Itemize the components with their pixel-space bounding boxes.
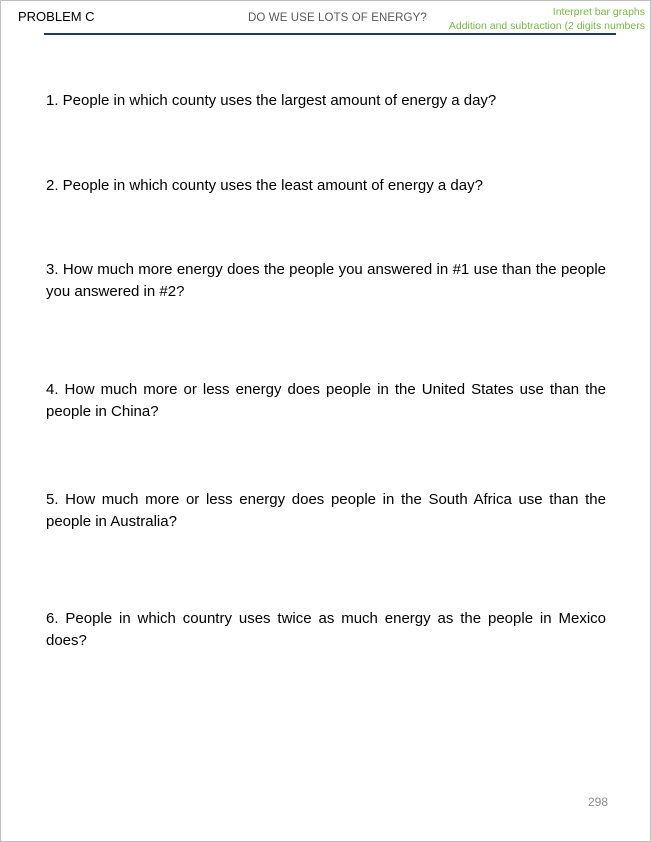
skills-list	[449, 5, 645, 33]
question-4: 4. How much more or less energy does people in the United States use than the people in China?	[46, 381, 606, 420]
header-divider	[44, 33, 616, 35]
page-number: 298	[588, 795, 609, 809]
question-6: 6. People in which country uses twice as much energy as the people in Mexico does?	[46, 610, 606, 649]
problem-label: PROBLEM C	[18, 9, 95, 24]
question-2: 2. People in which county uses the least amount of energy a day?	[46, 177, 483, 194]
question-3: 3. How much more energy does the people you answered in #1 use than the people you answered in #2?	[46, 261, 606, 300]
skill-item: Addition and subtraction (2 digits numbers	[448, 20, 645, 32]
document-title: DO WE USE LOTS OF ENERGY?	[248, 12, 427, 24]
question-5: 5. How much more or less energy does people in the South Africa use than the people in Australia?	[46, 491, 606, 530]
skill-item: Interpret bar graphs	[552, 6, 645, 18]
question-1: 1. People in which county uses the largest amount of energy a day?	[46, 92, 497, 109]
